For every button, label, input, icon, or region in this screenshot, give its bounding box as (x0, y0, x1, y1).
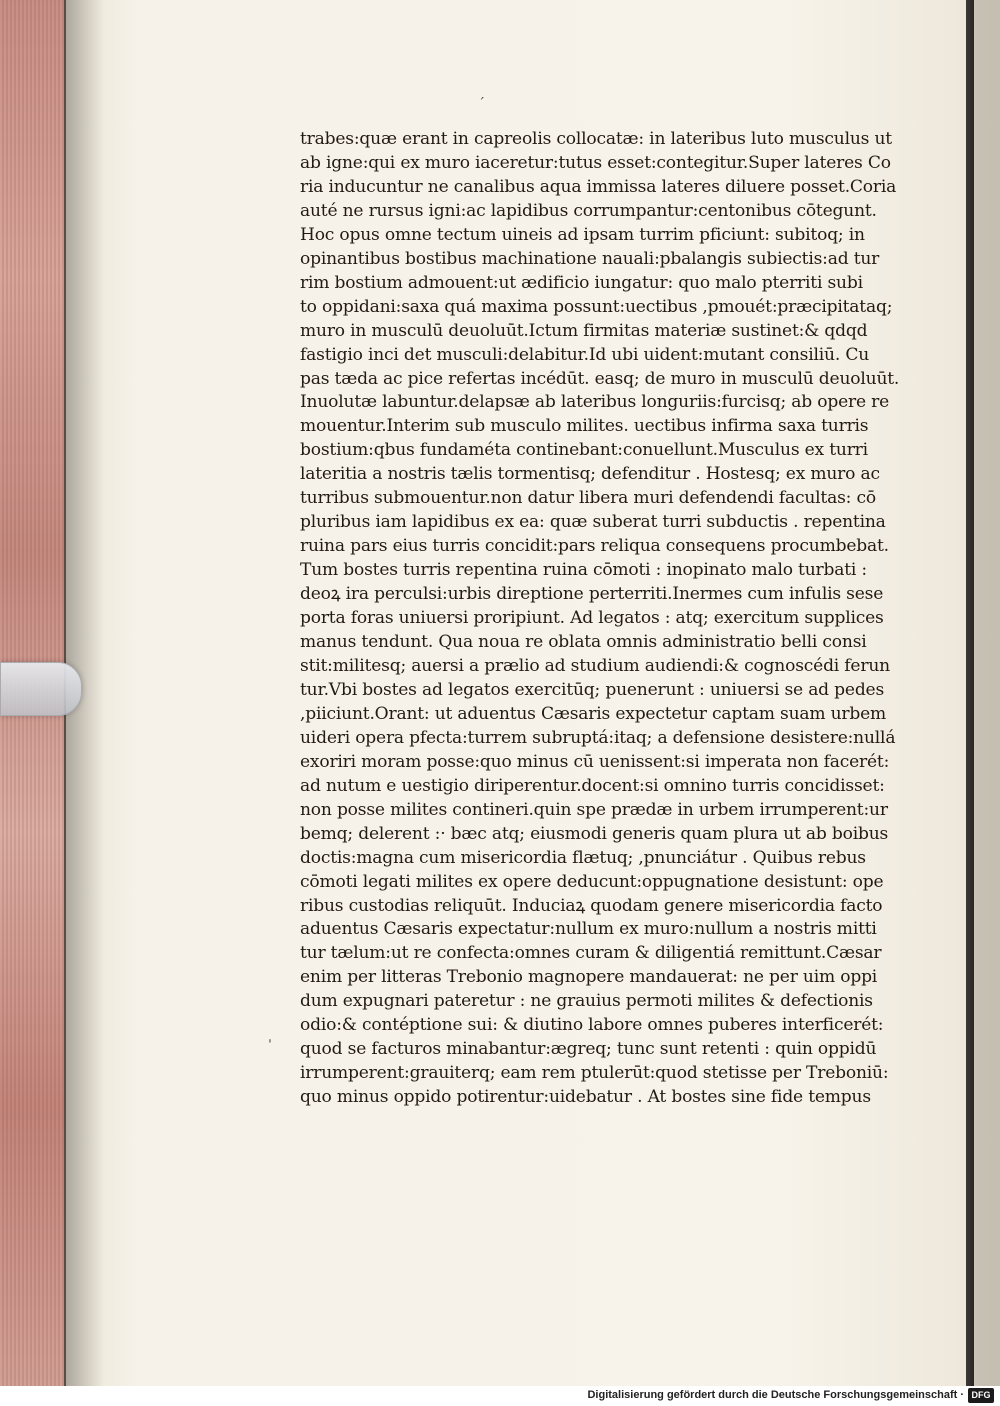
text-line: manus tendunt. Qua noua re oblata omnis administratio belli consi (300, 632, 867, 653)
text-line: exoriri moram posse:quo minus cū uenissent:si imperata non facerét: (300, 751, 890, 772)
stray-ink-mark: ˊ (478, 96, 485, 112)
text-line: cōmoti legati milites ex opere deducunt:oppugnatione desistunt: ope (300, 871, 884, 892)
text-line: enim per litteras Trebonio magnopere mandauerat: ne per uim oppi (300, 967, 878, 988)
text-line: turribus submouentur.non datur libera muri defendendi facultas: cō (300, 488, 876, 509)
text-line: ,piiciunt.Orant: ut aduentus Cæsaris expectetur captam suam urbem (300, 703, 887, 724)
text-line: bostium:qbus fundaméta continebant:conuellunt.Musculus ex turri (300, 440, 868, 461)
text-line: rim bostium admouent:ut ædificio iungatur: quo malo pterriti subi (300, 272, 863, 293)
text-line: irrumperent:grauiterq; eam rem ptulerūt:quod stetisse per Treboniū: (300, 1063, 889, 1084)
text-line: trabes:quæ erant in capreolis collocatæ: in lateribus luto musculus ut (300, 129, 892, 149)
text-line: to oppidani:saxa quá maxima possunt:uectibus ,pmouét:præcipitataq; (300, 296, 893, 317)
text-line: mouentur.Interim sub musculo milites. uectibus infirma saxa turris (300, 416, 869, 437)
text-line: opinantibus bostibus machinatione nauali:pbalangis subiectis:ad tur (300, 248, 880, 269)
text-line: doctis:magna cum misericordia flætuq; ,pnunciátur . Quibus rebus (300, 847, 866, 868)
text-line: ad nutum e uestigio diriperentur.docent:si omnino turris concidisset: (300, 775, 885, 796)
text-line: porta foras uniuersi proripiunt. Ad legatos : atq; exercitum supplices (300, 608, 884, 629)
page-clip-marker (0, 662, 82, 716)
text-line: uideri opera pfecta:turrem subruptá:itaq; a defensione desistere:nullá (300, 727, 896, 748)
text-line: ribus custodias reliquūt. Induciaꝝ quodam genere misericordia facto (300, 895, 883, 916)
text-line: tur tælum:ut re confecta:omnes curam & diligentiá remittunt.Cæsar (300, 943, 882, 964)
footer-bar (0, 1386, 1000, 1406)
text-line: pluribus iam lapidibus ex ea: quæ suberat turri subductis . repentina (300, 512, 886, 533)
text-line: bemq; delerent :· bæc atq; eiusmodi generis quam plura ut ab boibus (300, 823, 889, 844)
text-line: fastigio inci det musculi:delabitur.Id ubi uident:mutant consiliū. Cu (300, 344, 870, 365)
text-line: auté ne rursus igni:ac lapidibus corrumpantur:centonibus cōtegunt. (300, 200, 877, 221)
text-line: tur.Vbi bostes ad legatos exercitūq; puenerunt : uniuersi se ad pedes (300, 679, 885, 700)
text-line: lateritia a nostris tælis tormentisq; defenditur . Hostesq; ex muro ac (300, 464, 880, 485)
text-line: ab igne:qui ex muro iaceretur:tutus esset:contegitur.Super lateres Co (300, 152, 891, 173)
text-line: stit:militesq; auersi a prælio ad studium audiendi:& cognoscédi ferun (300, 655, 890, 676)
text-line: muro in musculū deuoluūt.Ictum firmitas materiæ sustinet:& qdqd (300, 320, 868, 341)
text-line: Hoc opus omne tectum uineis ad ipsam turrim pficiunt: subitoq; in (300, 224, 865, 245)
text-line: ria inducuntur ne canalibus aqua immissa lateres diluere posset.Coria (300, 176, 897, 197)
page-text-block (300, 128, 900, 1110)
text-line: aduentus Cæsaris expectatur:nullum ex muro:nullum a nostris mitti (300, 919, 877, 940)
text-line: quo minus oppido potirentur:uidebatur . At bostes sine fide tempus (300, 1087, 871, 1108)
text-line: deoꝝ ira perculsi:urbis direptione perterriti.Inermes cum infulis sese (300, 584, 884, 605)
text-line: non posse milites contineri.quin spe prædæ in urbem irrumperent:ur (300, 799, 888, 820)
stray-ink-mark: ˈ (268, 1038, 272, 1054)
text-line: ruina pars eius turris concidit:pars reliqua consequens procumbebat. (300, 536, 889, 557)
adjacent-page-edge (974, 0, 1000, 1386)
text-line: Inuolutæ labuntur.delapsæ ab lateribus longuriis:furcisq; ab opere re (300, 392, 890, 413)
dfg-logo: DFG (968, 1388, 994, 1403)
text-line: dum expugnari pateretur : ne grauius permoti milites & defectionis (300, 991, 873, 1012)
text-line: odio:& contéptione sui: & diutino labore omnes puberes interficerét: (300, 1015, 884, 1036)
text-line: Tum bostes turris repentina ruina cōmoti : inopinato malo turbati : (300, 560, 867, 581)
text-line: pas tæda ac pice refertas incédūt. easq; de muro in musculū deuoluūt. (300, 368, 900, 389)
text-line: quod se facturos minabantur:ægreq; tunc sunt retenti : quin oppidū (300, 1039, 877, 1060)
funding-credit: Digitalisierung gefördert durch die Deutsche Forschungsgemeinschaft · (587, 1389, 964, 1401)
